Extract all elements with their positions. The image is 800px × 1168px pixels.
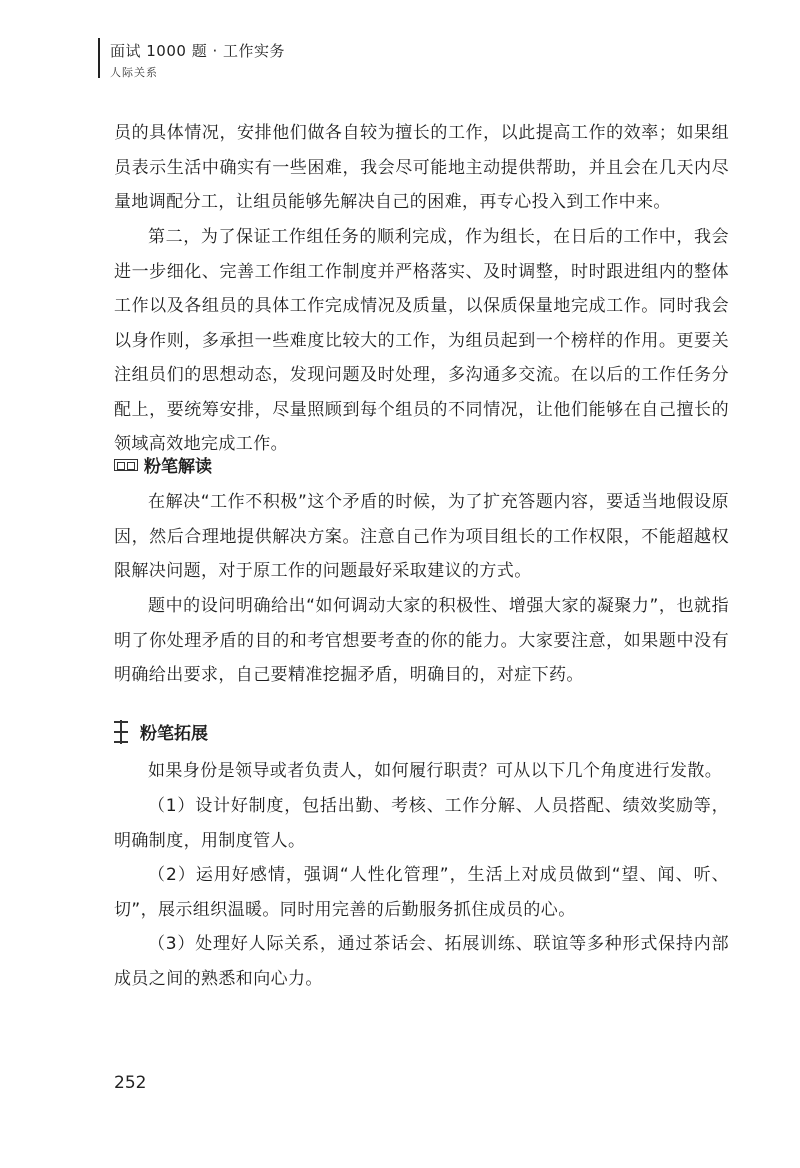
section-heading-reading — [114, 452, 212, 477]
section-title: 粉笔解读 — [144, 457, 212, 477]
paragraph: 如果身份是领导或者负责人，如何履行职责？可从以下几个角度进行发散。 — [148, 761, 723, 781]
page-number: 252 — [114, 1073, 147, 1093]
section-title: 粉笔拓展 — [140, 724, 208, 744]
section-heading-expand — [114, 719, 208, 744]
header-rule — [98, 38, 100, 78]
paragraph: 在解决“工作不积极”这个矛盾的时候，为了扩充答题内容，要适当地假设原因，然后合理地提供解决方案。注意自己作为项目组长的工作权限，不能超越权限解决问题，对于原工作的问题最好采取建议的方式。 — [114, 492, 729, 581]
paragraph: （1）设计好制度，包括出勤、考核、工作分解、人员搭配、绩效奖励等，明确制度，用制度管人。 — [114, 796, 729, 851]
paragraph: 第二，为了保证工作组任务的顺利完成，作为组长，在日后的工作中，我会进一步细化、完善工作组工作制度并严格落实、及时调整，时时跟进组内的整体工作以及各组员的具体工作完成情况及质量，以保质保量地完成工作。同时我会以身作则，多承担一些难度比较大的工作，为组员起到一个榜样的作用。更要关注组员们的思想动态，发现问题及时处理，多沟通多交流。在以后的工作任务分配上，要统筹安排，尽量照顾到每个组员的不同情况，让他们能够在自己擅长的领域高效地完成工作。 — [114, 227, 729, 454]
paragraph: 员的具体情况，安排他们做各自较为擅长的工作，以此提高工作的效率；如果组员表示生活中确实有一些困难，我会尽可能地主动提供帮助，并且会在几天内尽量地调配分工，让组员能够先解决自己的困难，再专心投入到工作中来。 — [114, 123, 729, 212]
running-header-title: 面试 1000 题 · 工作实务 — [110, 42, 286, 60]
book-icon — [114, 459, 138, 471]
paragraph: 题中的设问明确给出“如何调动大家的积极性、增强大家的凝聚力”，也就指明了你处理矛盾的目的和考官想要考查的你的能力。大家要注意，如果题中没有明确给出要求，自己要精准挖掘矛盾，明确目的，对症下药。 — [114, 596, 729, 685]
expand-icon — [114, 720, 128, 744]
running-header-subtitle: 人际关系 — [110, 66, 158, 79]
paragraph: （3）处理好人际关系，通过茶话会、拓展训练、联谊等多种形式保持内部成员之间的熟悉和向心力。 — [114, 934, 729, 989]
paragraph: （2）运用好感情，强调“人性化管理”，生活上对成员做到“望、闻、听、切”，展示组织温暖。同时用完善的后勤服务抓住成员的心。 — [114, 865, 729, 920]
